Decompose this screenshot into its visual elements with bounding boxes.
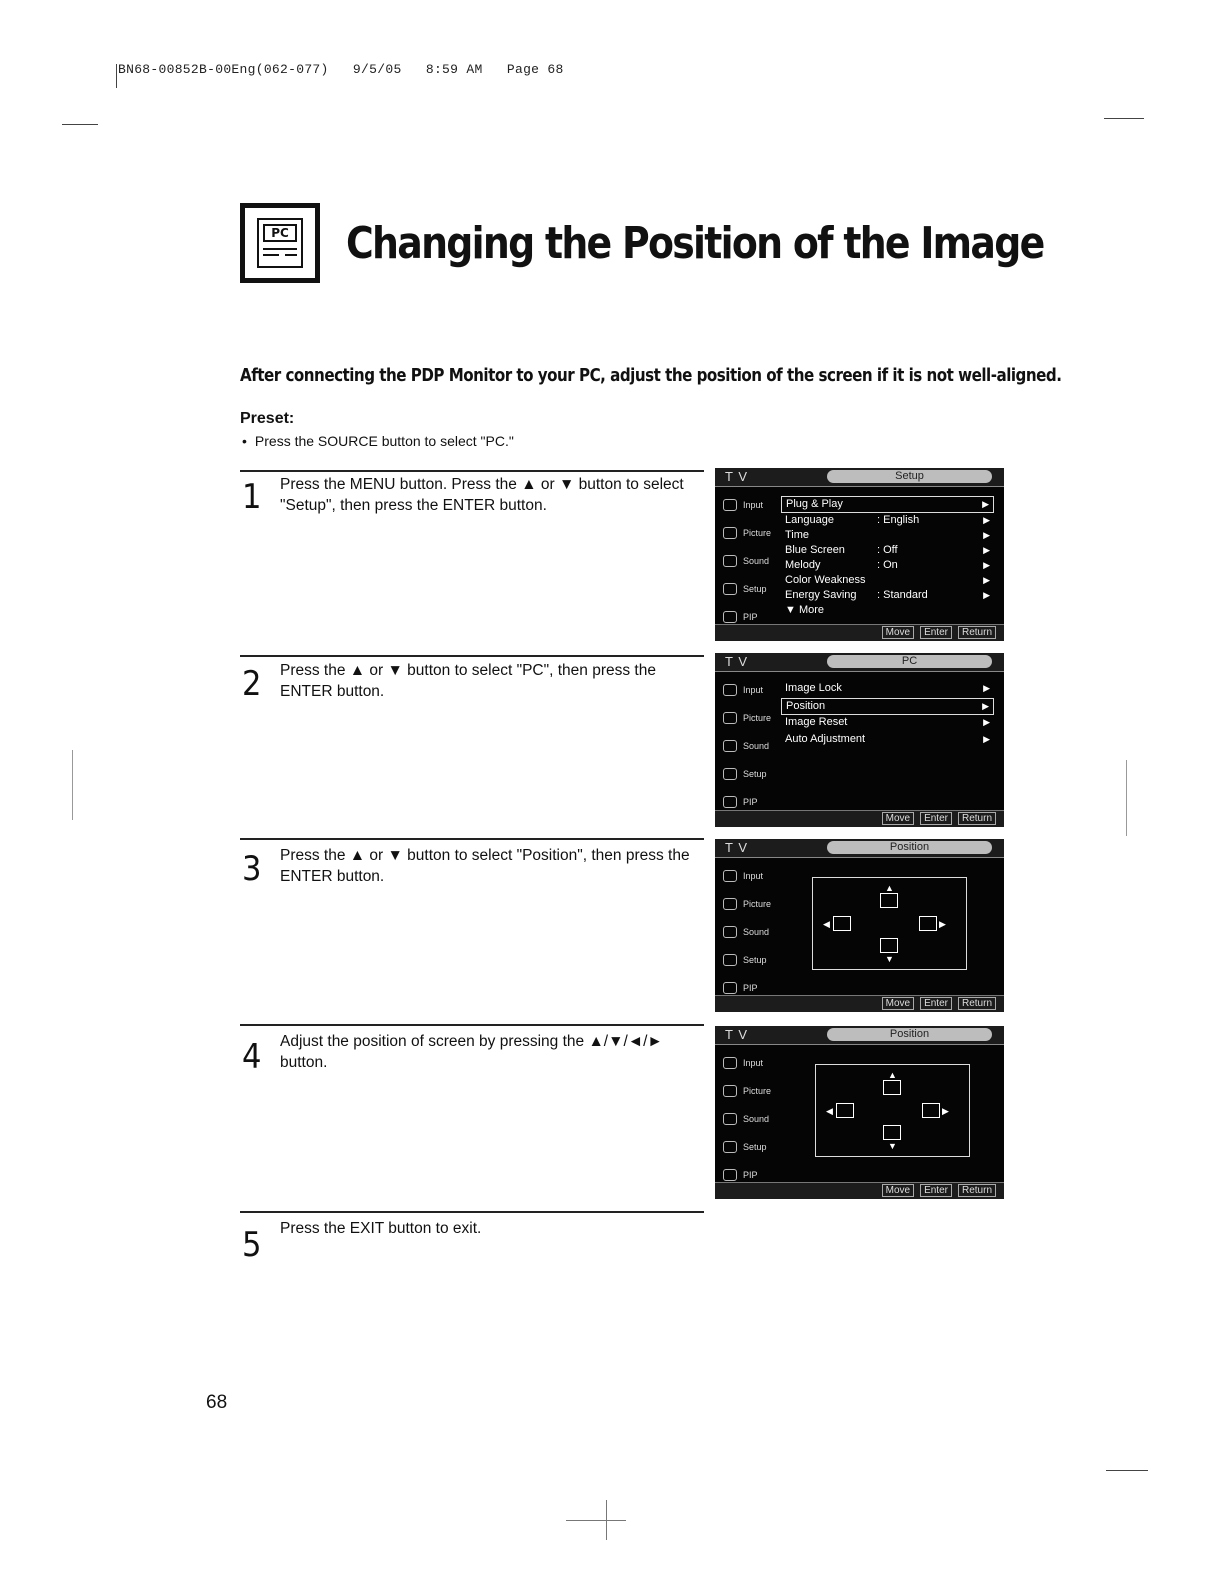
input-icon — [723, 684, 737, 696]
preset-item — [242, 433, 514, 449]
arrow-right-icon: ▶ — [982, 701, 989, 711]
osd-sidebar-item-setup: Setup — [721, 580, 785, 608]
sound-icon — [723, 926, 737, 938]
screen-left-icon — [836, 1103, 854, 1118]
osd-setup-menu — [715, 468, 1004, 641]
hint-enter: Enter — [920, 812, 952, 825]
step-text: Press the ▲ or ▼ button to select "PC", then press the ENTER button. — [280, 662, 656, 700]
pip-icon — [723, 1169, 737, 1181]
position-adjust-box — [815, 1064, 970, 1157]
step-text: Press the MENU button. Press the ▲ or ▼ button to select "Setup", then press the ENTER button. — [280, 476, 684, 514]
arrow-left-icon: ◀ — [826, 1106, 833, 1116]
crop-mark — [1106, 1470, 1148, 1471]
osd-sidebar-item-input: Input — [721, 496, 785, 524]
osd-title-bar — [715, 653, 1004, 672]
pc-badge-label: PC — [263, 224, 297, 242]
osd-sidebar-item-input: Input — [721, 1054, 785, 1082]
osd-sidebar-item-pip: PIP — [721, 608, 785, 636]
osd-tv-label: T V — [725, 469, 748, 484]
screen-right-icon — [922, 1103, 940, 1118]
input-icon — [723, 1057, 737, 1069]
osd-title-bar — [715, 839, 1004, 858]
sound-icon — [723, 555, 737, 567]
bullet-icon: • — [242, 433, 247, 449]
osd-sidebar-item-sound: Sound — [721, 923, 785, 951]
arrow-right-icon: ▶ — [983, 683, 990, 693]
registration-mark — [1126, 760, 1127, 836]
hint-enter: Enter — [920, 626, 952, 639]
arrow-up-icon: ▲ — [888, 1070, 897, 1080]
pip-icon — [723, 982, 737, 994]
screen-up-icon — [880, 893, 898, 908]
osd-sidebar-item-setup: Setup — [721, 951, 785, 979]
osd-title-bar — [715, 468, 1004, 487]
osd-sidebar — [721, 681, 785, 821]
arrow-right-icon: ▶ — [983, 734, 990, 744]
osd-tv-label: T V — [725, 1027, 748, 1042]
osd-sidebar-item-picture: Picture — [721, 1082, 785, 1110]
picture-icon — [723, 1085, 737, 1097]
step-text: Adjust the position of screen by pressing the ▲/▼/◄/► button. — [280, 1033, 663, 1071]
step-divider — [240, 1024, 704, 1026]
osd-menu-item-color-weakness: Color Weakness ▶ — [785, 574, 990, 586]
picture-icon — [723, 898, 737, 910]
sound-icon — [723, 1113, 737, 1125]
osd-tv-label: T V — [725, 840, 748, 855]
arrow-left-icon: ◀ — [823, 919, 830, 929]
arrow-up-icon: ▲ — [885, 883, 894, 893]
screen-left-icon — [833, 916, 851, 931]
osd-sidebar — [721, 867, 785, 1007]
hint-move: Move — [882, 812, 914, 825]
input-icon — [723, 870, 737, 882]
step-text: Press the EXIT button to exit. — [280, 1220, 482, 1237]
arrow-right-icon: ▶ — [942, 1106, 949, 1116]
osd-position-screen — [715, 1026, 1004, 1199]
osd-menu-item-more: ▼ More — [785, 604, 825, 616]
step-divider — [240, 1211, 704, 1213]
osd-hint-bar — [715, 810, 1004, 827]
step-number: 1 — [242, 477, 262, 517]
osd-menu-header: Setup — [827, 470, 992, 483]
arrow-right-icon: ▶ — [983, 545, 990, 555]
osd-menu-header: Position — [827, 1028, 992, 1041]
osd-hint-bar — [715, 995, 1004, 1012]
arrow-right-icon: ▶ — [983, 515, 990, 525]
crop-mark — [116, 64, 117, 88]
step-number: 4 — [242, 1037, 262, 1077]
osd-pc-menu — [715, 653, 1004, 827]
osd-sidebar-item-picture: Picture — [721, 709, 785, 737]
osd-menu-item-language: Language : English ▶ — [785, 514, 990, 526]
preset-heading: Preset: — [240, 410, 295, 427]
osd-tv-label: T V — [725, 654, 748, 669]
osd-position-screen — [715, 839, 1004, 1012]
osd-menu-header: PC — [827, 655, 992, 668]
osd-sidebar-item-sound: Sound — [721, 1110, 785, 1138]
osd-menu-item-plug-play: Plug & Play ▶ — [781, 496, 994, 513]
osd-menu-item-auto-adjustment: Auto Adjustment ▶ — [785, 733, 990, 745]
picture-icon — [723, 527, 737, 539]
pip-icon — [723, 611, 737, 623]
osd-menu-item-energy-saving: Energy Saving : Standard ▶ — [785, 589, 990, 601]
osd-sidebar-item-input: Input — [721, 681, 785, 709]
arrow-right-icon: ▶ — [982, 499, 989, 509]
hint-enter: Enter — [920, 1184, 952, 1197]
monitor-icon — [257, 218, 303, 268]
hint-return: Return — [958, 812, 996, 825]
hint-move: Move — [882, 997, 914, 1010]
osd-sidebar-item-input: Input — [721, 867, 785, 895]
picture-icon — [723, 712, 737, 724]
osd-sidebar-item-pip: PIP — [721, 793, 785, 821]
position-adjust-box — [812, 877, 967, 970]
arrow-down-icon: ▼ — [888, 1141, 897, 1151]
osd-hint-bar — [715, 624, 1004, 641]
setup-icon — [723, 954, 737, 966]
input-icon — [723, 499, 737, 511]
osd-sidebar-item-picture: Picture — [721, 895, 785, 923]
osd-sidebar-item-setup: Setup — [721, 1138, 785, 1166]
osd-sidebar-item-setup: Setup — [721, 765, 785, 793]
sound-icon — [723, 740, 737, 752]
step-divider — [240, 655, 704, 657]
osd-menu-header: Position — [827, 841, 992, 854]
intro-text: After connecting the PDP Monitor to your PC, adjust the position of the screen if it is not well-aligned. — [240, 365, 1062, 386]
crop-mark — [62, 124, 98, 125]
print-header: BN68-00852B-00Eng(062-077) 9/5/05 8:59 AM Page 68 — [118, 62, 564, 77]
arrow-right-icon: ▶ — [983, 530, 990, 540]
step-number: 5 — [242, 1225, 262, 1265]
osd-sidebar-item-pip: PIP — [721, 1166, 785, 1194]
pip-icon — [723, 796, 737, 808]
osd-sidebar-item-sound: Sound — [721, 737, 785, 765]
registration-mark — [72, 750, 73, 820]
osd-menu-list — [781, 496, 994, 618]
crop-mark — [1104, 118, 1144, 119]
setup-icon — [723, 583, 737, 595]
osd-menu-item-melody: Melody : On ▶ — [785, 559, 990, 571]
step-number: 3 — [242, 849, 262, 889]
setup-icon — [723, 768, 737, 780]
osd-menu-item-time: Time ▶ — [785, 529, 990, 541]
arrow-right-icon: ▶ — [939, 919, 946, 929]
setup-icon — [723, 1141, 737, 1153]
step-number: 2 — [242, 664, 262, 704]
osd-sidebar-item-pip: PIP — [721, 979, 785, 1007]
arrow-right-icon: ▶ — [983, 575, 990, 585]
arrow-down-icon: ▼ — [885, 954, 894, 964]
hint-enter: Enter — [920, 997, 952, 1010]
osd-menu-item-image-lock: Image Lock ▶ — [785, 682, 990, 694]
hint-move: Move — [882, 1184, 914, 1197]
hint-move: Move — [882, 626, 914, 639]
screen-right-icon — [919, 916, 937, 931]
registration-mark — [606, 1500, 607, 1540]
screen-down-icon — [883, 1125, 901, 1140]
preset-item-text: Press the SOURCE button to select "PC." — [254, 433, 514, 449]
page-title: Changing the Position of the Image — [346, 218, 1044, 269]
page-number: 68 — [206, 1392, 228, 1413]
step-text: Press the ▲ or ▼ button to select "Position", then press the ENTER button. — [280, 847, 690, 885]
pc-badge-icon — [240, 203, 320, 283]
osd-sidebar — [721, 1054, 785, 1194]
osd-sidebar-item-picture: Picture — [721, 524, 785, 552]
osd-sidebar — [721, 496, 785, 636]
registration-mark — [566, 1520, 626, 1521]
hint-return: Return — [958, 626, 996, 639]
osd-menu-list — [781, 681, 994, 749]
osd-menu-item-image-reset: Image Reset ▶ — [785, 716, 990, 728]
hint-return: Return — [958, 997, 996, 1010]
arrow-right-icon: ▶ — [983, 590, 990, 600]
osd-hint-bar — [715, 1182, 1004, 1199]
step-divider — [240, 470, 704, 472]
osd-menu-item-position: Position ▶ — [781, 698, 994, 715]
arrow-right-icon: ▶ — [983, 717, 990, 727]
screen-up-icon — [883, 1080, 901, 1095]
osd-title-bar — [715, 1026, 1004, 1045]
osd-sidebar-item-sound: Sound — [721, 552, 785, 580]
screen-down-icon — [880, 938, 898, 953]
osd-menu-item-blue-screen: Blue Screen : Off ▶ — [785, 544, 990, 556]
hint-return: Return — [958, 1184, 996, 1197]
step-divider — [240, 838, 704, 840]
arrow-right-icon: ▶ — [983, 560, 990, 570]
